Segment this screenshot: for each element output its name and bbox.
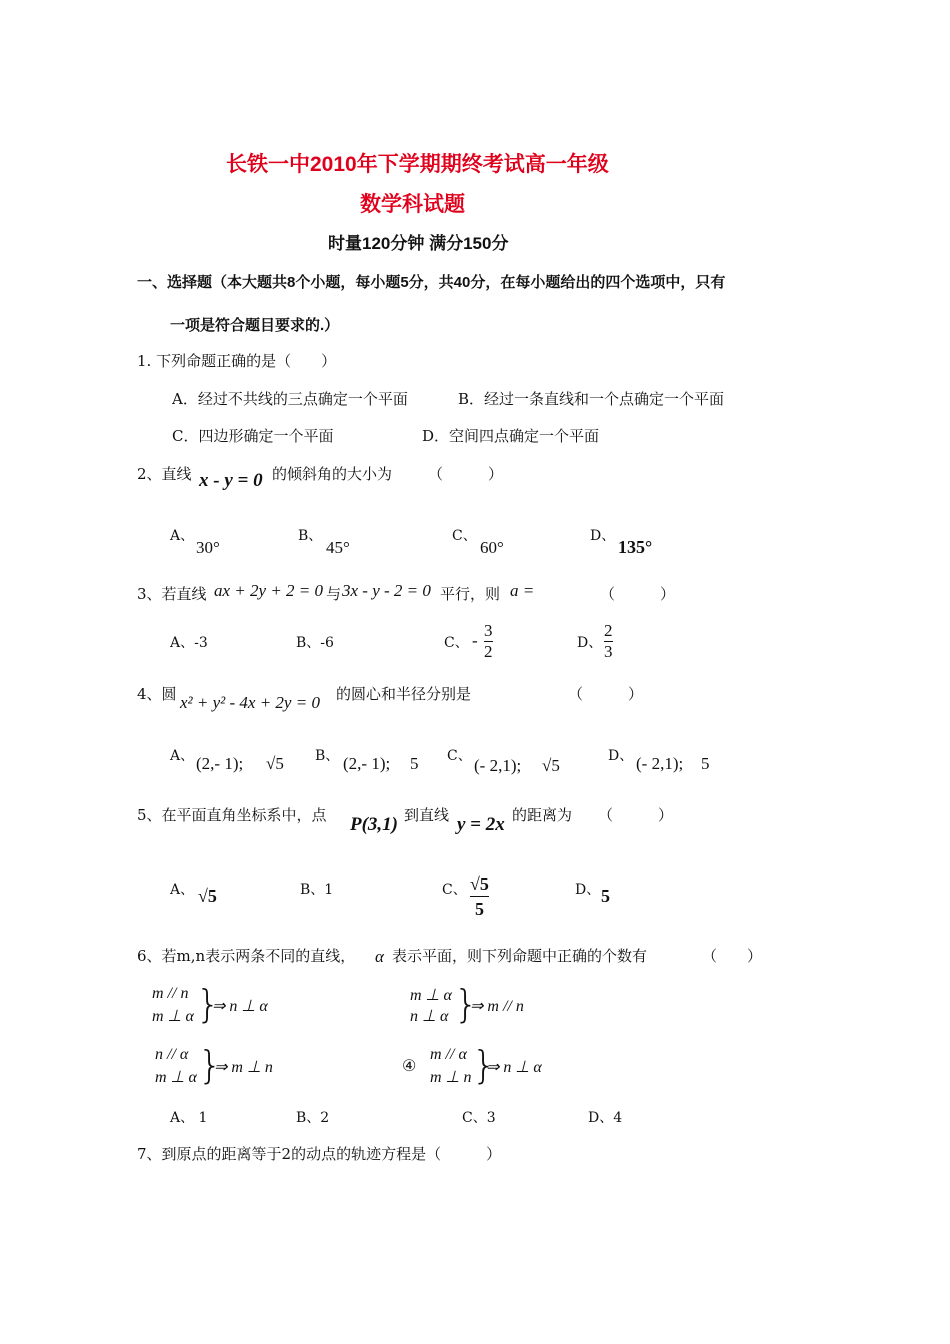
question-3-tail: 平行，则: [440, 585, 501, 603]
question-6-stem-start: 6、若m,n表示两条不同的直线，: [137, 947, 356, 965]
question-3-variable: a =: [510, 581, 535, 600]
question-1-stem: 1. 下列命题正确的是（ ）: [137, 352, 337, 370]
question-2-option-c-label: C、: [452, 528, 477, 544]
question-5-connector: 到直线: [404, 806, 450, 824]
proposition-3-premise-1: n // α: [155, 1046, 189, 1063]
question-5-tail: 的距离为: [512, 806, 573, 824]
fraction-denominator: 3: [604, 642, 613, 661]
question-7-stem: 7、到原点的距离等于2的动点的轨迹方程是（ ）: [137, 1145, 502, 1163]
question-4-option-c-label: C、: [447, 748, 472, 764]
question-2-tail: 的倾斜角的大小为: [272, 465, 393, 483]
exam-duration-score: 时量120分钟 满分150分: [328, 234, 509, 253]
question-1-option-b: B．经过一条直线和一个点确定一个平面: [458, 390, 725, 408]
proposition-2-brace: }: [454, 982, 479, 1026]
proposition-4-premise-1: m // α: [430, 1046, 467, 1063]
question-5-paren: （ ）: [598, 806, 674, 824]
proposition-1-brace: }: [196, 982, 221, 1026]
question-4-option-a-radius: √5: [266, 754, 284, 773]
proposition-3-brace: }: [198, 1043, 223, 1087]
question-2-option-c-value: 60°: [480, 538, 504, 557]
section-heading-continued: 一项是符合题目要求的.）: [170, 317, 340, 334]
proposition-4-marker: ④: [402, 1056, 417, 1075]
section-heading: 一、选择题（本大题共8个小题，每小题5分，共40分，在每小题给出的四个选项中，只有: [137, 274, 726, 291]
question-6-alpha: α: [375, 947, 384, 966]
question-2-paren: （ ）: [428, 465, 504, 483]
exam-title: 长铁一中2010年下学期期终考试高一年级: [226, 153, 609, 176]
question-4-option-d-radius: 5: [701, 754, 710, 773]
question-4-tail: 的圆心和半径分别是: [336, 685, 472, 703]
question-4-option-c-center: (- 2,1);: [474, 756, 522, 775]
question-4-number: 4、圆: [137, 685, 177, 703]
question-3-option-d-fraction: [604, 621, 613, 662]
question-5-option-a-label: A、: [170, 882, 195, 898]
question-3-line-2: 3x - y - 2 = 0: [342, 581, 431, 600]
question-3-connector: 与: [326, 585, 342, 603]
proposition-3-premise-2: m ⊥ α: [155, 1069, 197, 1086]
question-3-line-1: ax + 2y + 2 = 0: [214, 581, 324, 600]
question-3-option-a: A、-3: [170, 635, 208, 651]
question-6-paren: （ ）: [702, 947, 763, 965]
question-1-option-a: A．经过不共线的三点确定一个平面: [172, 390, 408, 408]
question-6-option-c: C、3: [462, 1110, 496, 1126]
fraction-denominator: 5: [474, 899, 484, 919]
question-5-option-a-value: √5: [198, 886, 217, 906]
proposition-1-premise-1: m // n: [152, 985, 189, 1002]
question-5-option-d-value: 5: [601, 886, 610, 906]
proposition-1-premise-2: m ⊥ α: [152, 1008, 194, 1025]
fraction-numerator: 3: [484, 621, 493, 640]
question-2-option-b-value: 45°: [326, 538, 350, 557]
question-3-option-c-fraction: [484, 621, 493, 662]
question-3-option-c-sign: -: [472, 631, 478, 650]
question-6-option-a: A、 1: [170, 1110, 208, 1126]
question-6-tail: 表示平面，则下列命题中正确的个数有: [392, 947, 648, 965]
question-4-option-c-radius: √5: [542, 756, 560, 775]
question-2-option-a-label: A、: [170, 528, 195, 544]
question-5-option-d-label: D、: [575, 882, 601, 898]
question-4-option-a-center: (2,- 1);: [196, 754, 244, 773]
question-6-option-b: B、2: [296, 1110, 330, 1126]
question-2-option-b-label: B、: [298, 528, 323, 544]
question-4-paren: （ ）: [568, 685, 644, 703]
proposition-2-premise-2: n ⊥ α: [410, 1008, 449, 1025]
question-2-option-d-label: D、: [590, 528, 616, 544]
question-3-option-b: B、-6: [296, 635, 334, 651]
question-3-paren: （ ）: [600, 585, 676, 603]
question-4-option-a-label: A、: [170, 748, 195, 764]
question-2-option-a-value: 30°: [196, 538, 220, 557]
fraction-numerator: √5: [470, 874, 489, 894]
question-3-stem-start: 3、若直线: [137, 585, 207, 603]
question-5-point: P(3,1): [350, 814, 399, 835]
proposition-2-conclusion: ⇒ m // n: [470, 998, 524, 1015]
question-4-option-b-center: (2,- 1);: [343, 754, 391, 773]
question-4-option-d-label: D、: [608, 748, 634, 764]
proposition-4-brace: }: [472, 1043, 497, 1087]
exam-subject-title: 数学科试题: [360, 193, 465, 216]
question-6-option-d: D、4: [588, 1110, 623, 1126]
proposition-4-conclusion: ⇒ n ⊥ α: [486, 1059, 542, 1076]
question-4-option-d-center: (- 2,1);: [636, 754, 684, 773]
proposition-1-conclusion: ⇒ n ⊥ α: [212, 998, 268, 1015]
question-1-option-d: D．空间四点确定一个平面: [422, 427, 600, 445]
question-4-option-b-radius: 5: [410, 754, 419, 773]
question-5-option-c-label: C、: [442, 882, 467, 898]
fraction-denominator: 2: [484, 642, 493, 661]
fraction-numerator: 2: [604, 621, 613, 640]
question-5-line: y = 2x: [457, 814, 505, 835]
question-3-option-c-label: C、: [444, 635, 469, 651]
question-2-option-d-value: 135°: [618, 537, 653, 557]
proposition-3-conclusion: ⇒ m ⊥ n: [214, 1059, 273, 1076]
question-2-expression: x - y = 0: [199, 470, 263, 491]
question-2-number: 2、直线: [137, 465, 192, 483]
question-5-option-b: B、1: [300, 882, 334, 898]
question-5-option-c-fraction: [470, 872, 489, 921]
question-3-option-d-label: D、: [577, 635, 603, 651]
question-4-option-b-label: B、: [315, 748, 340, 764]
question-5-stem-start: 5、在平面直角坐标系中，点: [137, 806, 327, 824]
question-1-option-c: C．四边形确定一个平面: [172, 427, 334, 445]
proposition-4-premise-2: m ⊥ n: [430, 1069, 472, 1086]
question-4-expression: x² + y² - 4x + 2y = 0: [180, 693, 320, 712]
proposition-2-premise-1: m ⊥ α: [410, 987, 452, 1004]
